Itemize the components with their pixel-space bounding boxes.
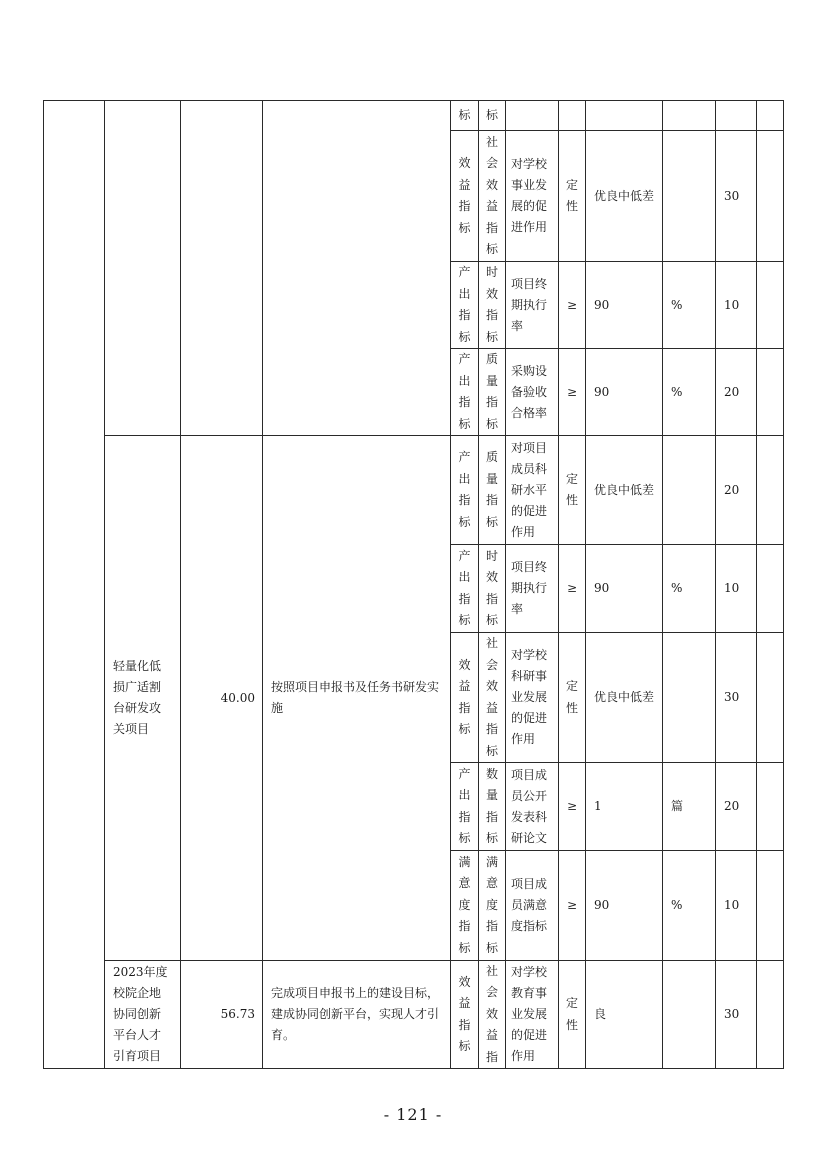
project-goal: [263, 961, 450, 1068]
level1-indicator: 效益指标: [458, 657, 471, 736]
target-value: 90: [594, 297, 610, 312]
level2-indicator: 社会效益指标: [485, 636, 498, 758]
operator: 定性: [565, 177, 578, 213]
level2-indicator: 数量指标: [485, 766, 498, 845]
project-goal-text: 完成项目申报书上的建设目标，建成协同创新平台，实现人才引育。: [271, 986, 440, 1042]
level1-indicator: 产出指标: [458, 265, 471, 344]
project-amount: [181, 436, 262, 960]
target-value: 1: [594, 799, 602, 813]
level2-indicator: 质量指标: [485, 450, 498, 529]
level2-indicator: 社会效益指标: [485, 134, 498, 256]
level2-indicator: 质量指标: [485, 352, 498, 431]
target-value: 优良中低差: [594, 690, 655, 704]
level2-indicator: 满意度指标: [485, 854, 498, 955]
col-line: [756, 100, 757, 1069]
indicator-name: 项目终期执行率: [511, 276, 548, 333]
operator: 定性: [565, 471, 578, 507]
col-line: [43, 100, 44, 1069]
target-value: 90: [594, 581, 610, 595]
indicator-name: 对学校教育事业发展的促进作用: [511, 965, 548, 1063]
operator: ≥: [566, 581, 578, 595]
indicator-name: 项目成员满意度指标: [511, 877, 548, 933]
unit: [663, 633, 715, 762]
target-value: 良: [594, 1007, 607, 1021]
unit: [663, 961, 715, 1068]
unit: [663, 131, 715, 261]
level1-indicator: 满意度指标: [458, 854, 471, 955]
project-name-text: 轻量化低损广适割台研发攻关项目: [113, 659, 162, 736]
score: 20: [724, 799, 740, 813]
target-value: 优良中低差: [594, 188, 655, 203]
project-amount-text: 56.73: [220, 1007, 255, 1021]
unit: %: [671, 898, 683, 912]
level2-indicator: 时效指标: [485, 548, 498, 627]
unit: 篇: [671, 799, 684, 813]
unit: %: [671, 581, 683, 595]
page-number: - 121 -: [383, 1105, 443, 1124]
operator: ≥: [566, 297, 578, 312]
project-name-text: 2023年度校院企地协同创新平台人才引育项目: [113, 965, 168, 1063]
unit: %: [671, 297, 683, 312]
level1-indicator: 标: [458, 107, 471, 122]
level1-indicator: 产出指标: [458, 548, 471, 627]
level1-indicator: 产出指标: [458, 352, 471, 431]
indicator-name: 对学校科研事业发展的促进作用: [511, 648, 548, 746]
level1-indicator: 效益指标: [458, 156, 471, 235]
level1-indicator: 产出指标: [458, 766, 471, 845]
level2-indicator: 标: [485, 107, 498, 122]
table-border-bottom: [43, 1068, 784, 1069]
score: 10: [724, 898, 740, 912]
score: 30: [724, 188, 740, 203]
score: 20: [724, 384, 740, 399]
target-value: 优良中低差: [594, 482, 655, 497]
score: 10: [724, 297, 740, 312]
score: 20: [724, 482, 740, 497]
unit: [663, 436, 715, 544]
level1-indicator: 产出指标: [458, 450, 471, 529]
level2-indicator: 时效指标: [485, 265, 498, 344]
indicator-name: 对学校事业发展的促进作用: [511, 157, 548, 234]
score: 30: [724, 1007, 740, 1021]
project-amount: [181, 961, 262, 1068]
project-name: [105, 961, 180, 1068]
operator: ≥: [566, 384, 578, 399]
target-value: 90: [594, 898, 610, 912]
operator: ≥: [566, 799, 578, 813]
score: 30: [724, 690, 740, 704]
project-name: [105, 436, 180, 960]
indicator-name: 对项目成员科研水平的促进作用: [511, 440, 548, 539]
col-line: [783, 100, 784, 1069]
project-goal-text: 按照项目申报书及任务书研发实施: [271, 680, 440, 715]
unit: %: [671, 384, 683, 399]
indicator-name: 项目终期执行率: [511, 560, 548, 616]
table-border-top: [43, 100, 784, 101]
indicator-name: 采购设备验收合格率: [511, 363, 548, 420]
level2-indicator: 社会效益指: [485, 963, 498, 1064]
score: 10: [724, 581, 740, 595]
operator: 定性: [565, 996, 578, 1032]
target-value: 90: [594, 384, 610, 399]
operator: 定性: [565, 679, 578, 715]
level1-indicator: 效益指标: [458, 974, 471, 1053]
project-amount-text: 40.00: [220, 690, 255, 705]
project-goal: [263, 436, 450, 960]
operator: ≥: [566, 898, 578, 912]
indicator-name: 项目成员公开发表科研论文: [511, 767, 548, 845]
